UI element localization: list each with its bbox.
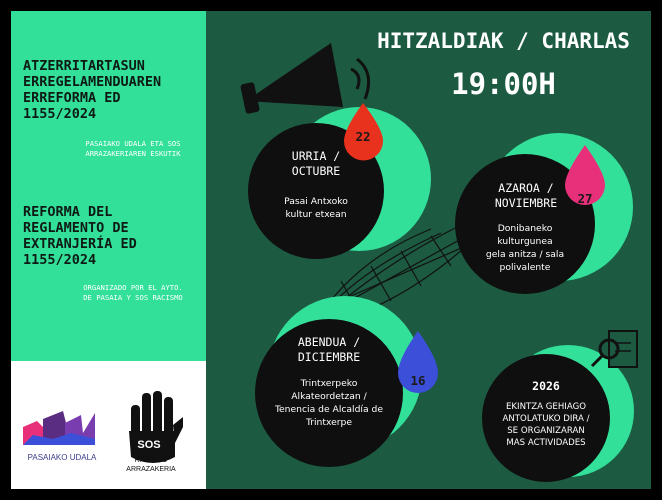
- subtitle-spanish: ORGANIZADO POR EL AYTO. DE PASAIA Y SOS RACISMO: [83, 283, 183, 302]
- pasaia-label: PASAIAKO UDALA: [27, 453, 97, 462]
- year-2026: 2026: [532, 379, 560, 393]
- month-oct: URRIA / OCTUBRE: [291, 149, 341, 178]
- title-basque: ATZERRITARTASUN ERREGELAMENDUAREN ERREFORMA ED 1155/2024: [23, 58, 162, 122]
- title-spanish: REFORMA DEL REGLAMENTO DE EXTRANJERÍA ED 1155/2024: [23, 204, 137, 268]
- day-dec: 16: [410, 373, 426, 388]
- month-dec: ABENDUA / DICIEMBRE: [297, 335, 361, 364]
- place-oct: Pasai Antxoko kultur etxean: [284, 196, 348, 220]
- megaphone-icon: [240, 43, 369, 114]
- place-dec: Trintxerpeko Alkateordetzan / Tenencia de Alcaldía de Trintxerpe: [274, 378, 384, 428]
- subtitle-basque: PASAIAKO UDALA ETA SOS ARRAZAKERIAREN ESKUTIK: [85, 139, 181, 158]
- sos-label: SOS: [137, 439, 161, 451]
- more-activities: EKINTZA GEHIAGO ANTOLATUKO DIRA / SE ORGANIZARAN MAS ACTIVIDADES: [502, 402, 590, 448]
- day-nov: 27: [577, 191, 593, 206]
- poster: [11, 11, 651, 489]
- sos-sub1: RACISMO: [134, 457, 168, 464]
- month-nov: AZAROA / NOVIEMBRE: [494, 181, 558, 210]
- place-nov: Donibaneko kulturgunea gela anitza / sala polivalente: [485, 223, 565, 273]
- header-title: HITZALDIAK / CHARLAS: [377, 29, 630, 53]
- day-oct: 22: [355, 129, 371, 144]
- sos-sub2: ARRAZAKERIA: [126, 466, 176, 473]
- header-time: 19:00H: [451, 67, 556, 101]
